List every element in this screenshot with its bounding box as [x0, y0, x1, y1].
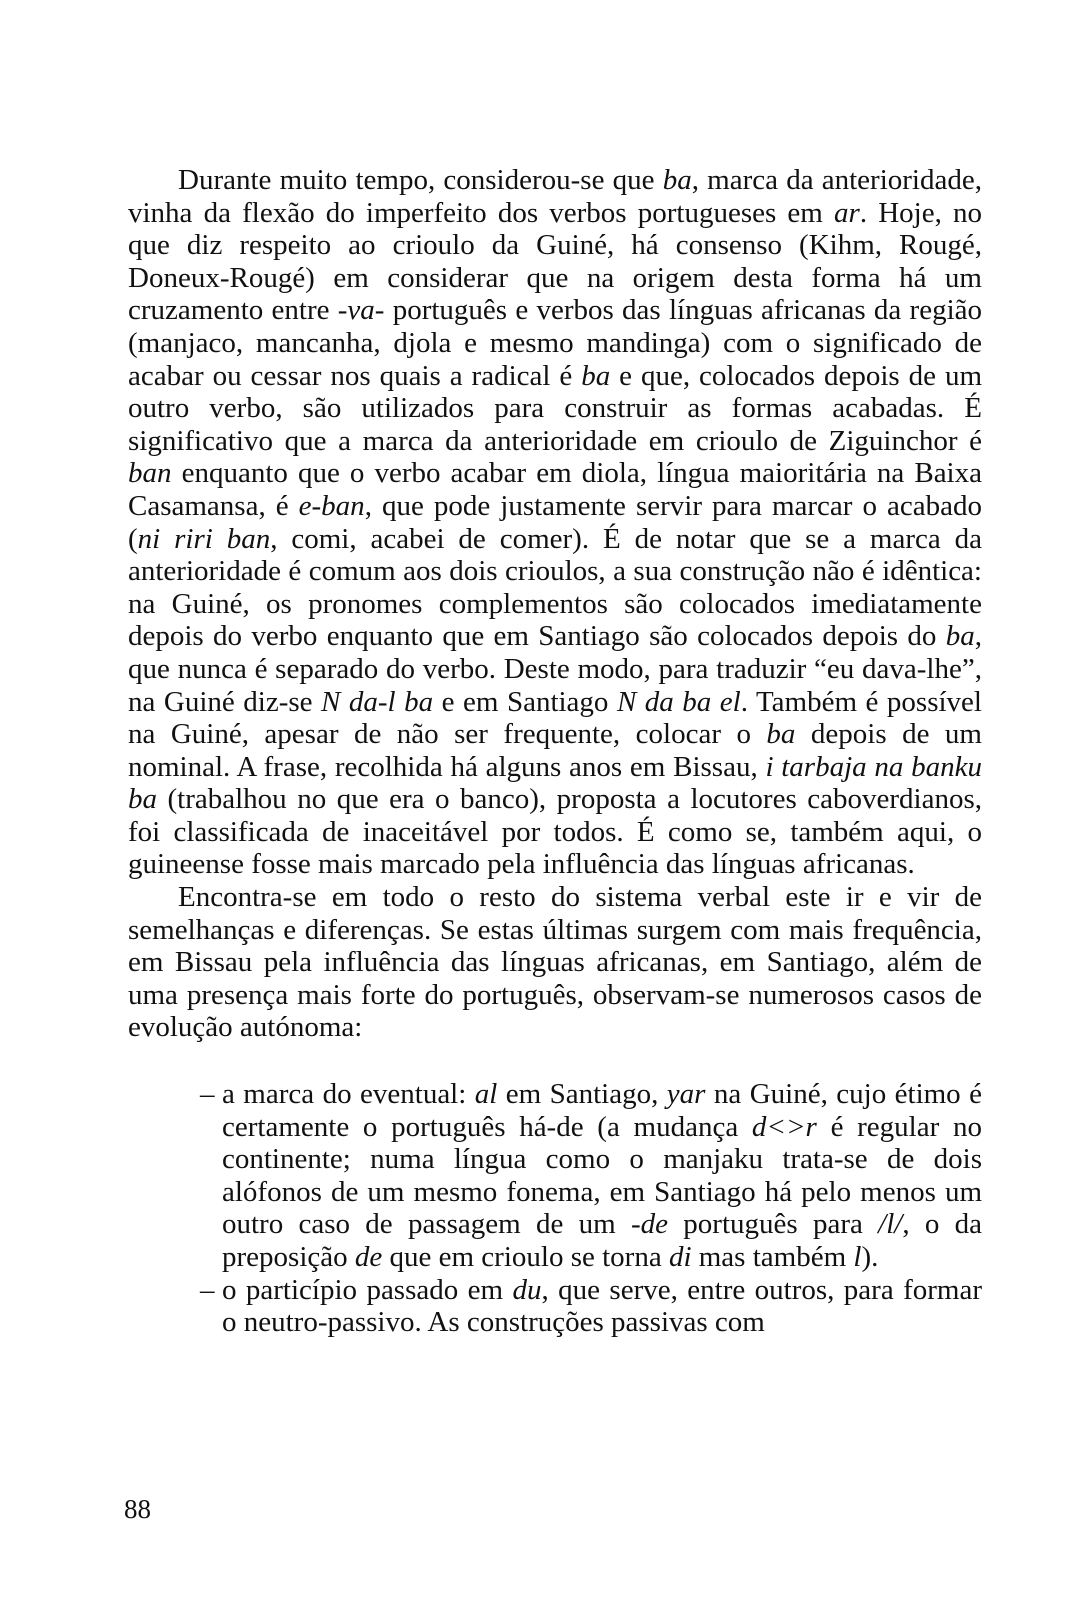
italic-term: ba [945, 620, 975, 653]
italic-term: N da-l ba [321, 685, 434, 718]
italic-term: de [354, 1241, 383, 1273]
text-run: mas também [691, 1241, 854, 1273]
italic-term: l [853, 1241, 862, 1273]
text-run: , que pode justamente servir para marcar o acabado ( [128, 489, 982, 555]
italic-term: -de [630, 1208, 669, 1241]
paragraph-2 [128, 881, 982, 1044]
text-run: Durante muito tempo, considerou-se que [178, 164, 663, 196]
text-run: enquanto que o verbo acabar em diola, língua maioritária na Baixa Casamansa, é [128, 457, 982, 522]
text-run: a marca do eventual: [222, 1078, 475, 1111]
italic-term: du [512, 1273, 542, 1306]
text-run: e em Santiago [433, 685, 617, 718]
text-run: português para [668, 1208, 879, 1241]
list-dash: – [200, 1078, 215, 1111]
italic-term: ni riri ban [137, 522, 271, 555]
italic-term: ba [766, 718, 796, 751]
list-item [128, 1274, 982, 1339]
italic-term: ar [834, 196, 860, 229]
text-run: o particípio passado em [222, 1273, 513, 1306]
text-run: na Guiné, cujo étimo é certamente o português há-de (a mudança [222, 1078, 982, 1143]
italic-term: d<>r [751, 1110, 817, 1143]
text-run: (trabalhou no que era o banco), proposta a locutores caboverdianos, foi classificada de inaceitável por todos. É como se, também aqui, o guineense fosse mais marcado pela influência das línguas africanas. [128, 783, 982, 881]
text-run: , que serve, entre outros, para formar o neutro-passivo. As construções passivas com [222, 1273, 982, 1339]
text-run: , comi, acabei de comer). É de notar que se a marca da anterioridade é comum aos dois crioulos, a sua construção não é idêntica: na Guiné, os pronomes complementos são colocados imediatamente depois do verbo enquanto que em Santiago são colocados depois do [128, 522, 982, 653]
italic-term: -va- [337, 294, 385, 327]
list-dash: – [200, 1273, 215, 1306]
text-run: . Hoje, no que diz respeito ao crioulo da Guiné, há consenso (Kihm, Rougé, Doneux-Rougé) em considerar que na origem desta forma há um cruzamento entre [128, 196, 982, 327]
list-item-text [222, 1274, 982, 1339]
italic-term: di [668, 1241, 692, 1273]
italic-term: al [474, 1078, 498, 1111]
text-run: é regular no continente; numa língua como o manjaku trata-se de dois alófonos de um mesmo fonema, em Santiago há pelo menos um outro caso de passagem de um [222, 1110, 982, 1241]
text-run: Encontra-se em todo o resto do sistema verbal este ir e vir de semelhanças e diferenças. Se estas últimas surgem com mais frequência, em Bissau pela influência das línguas africanas, em Santiago, além de uma presença mais forte do português, observam-se numerosos casos de evolução autónoma: [128, 881, 982, 1044]
text-run: , marca da anterioridade, vinha da flexão do imperfeito dos verbos portugueses em [128, 164, 982, 229]
page-body [128, 164, 982, 1339]
bullet-list [128, 1078, 982, 1339]
italic-term: ba [662, 164, 692, 196]
paragraph-1 [128, 164, 982, 881]
italic-term: ban [128, 457, 172, 490]
text-run: em Santiago, [497, 1078, 667, 1111]
italic-term: ba [581, 359, 611, 392]
italic-term: /l/ [878, 1208, 903, 1241]
text-run: , o da preposição [222, 1208, 982, 1273]
italic-term: yar [666, 1078, 706, 1111]
text-run: , que nunca é separado do verbo. Deste modo, para traduzir “eu dava-lhe”, na Guiné diz-se [128, 620, 982, 718]
text-run: depois de um nominal. A frase, recolhida há alguns anos em Bissau, [128, 718, 982, 783]
list-item [128, 1078, 982, 1274]
text-run: e que, colocados depois de um outro verbo, são utilizados para construir as formas acabadas. É significativo que a marca da anterioridade em crioulo de Ziguinchor é [128, 359, 983, 457]
italic-term: e-ban [298, 489, 365, 522]
text-run: . Também é possível na Guiné, apesar de não ser frequente, colocar o [128, 685, 982, 751]
italic-term: N da ba el [616, 685, 741, 718]
page-number: 88 [124, 1494, 151, 1524]
list-item-text [222, 1078, 982, 1273]
italic-term: i tarbaja na banku ba [128, 750, 982, 816]
text-run: português e verbos das línguas africanas da região (manjaco, mancanha, djola e mesmo mandinga) com o significado de acabar ou cessar nos quais a radical é [128, 294, 982, 392]
text-run: que em crioulo se torna [382, 1241, 669, 1273]
text-run: ). [861, 1241, 879, 1273]
